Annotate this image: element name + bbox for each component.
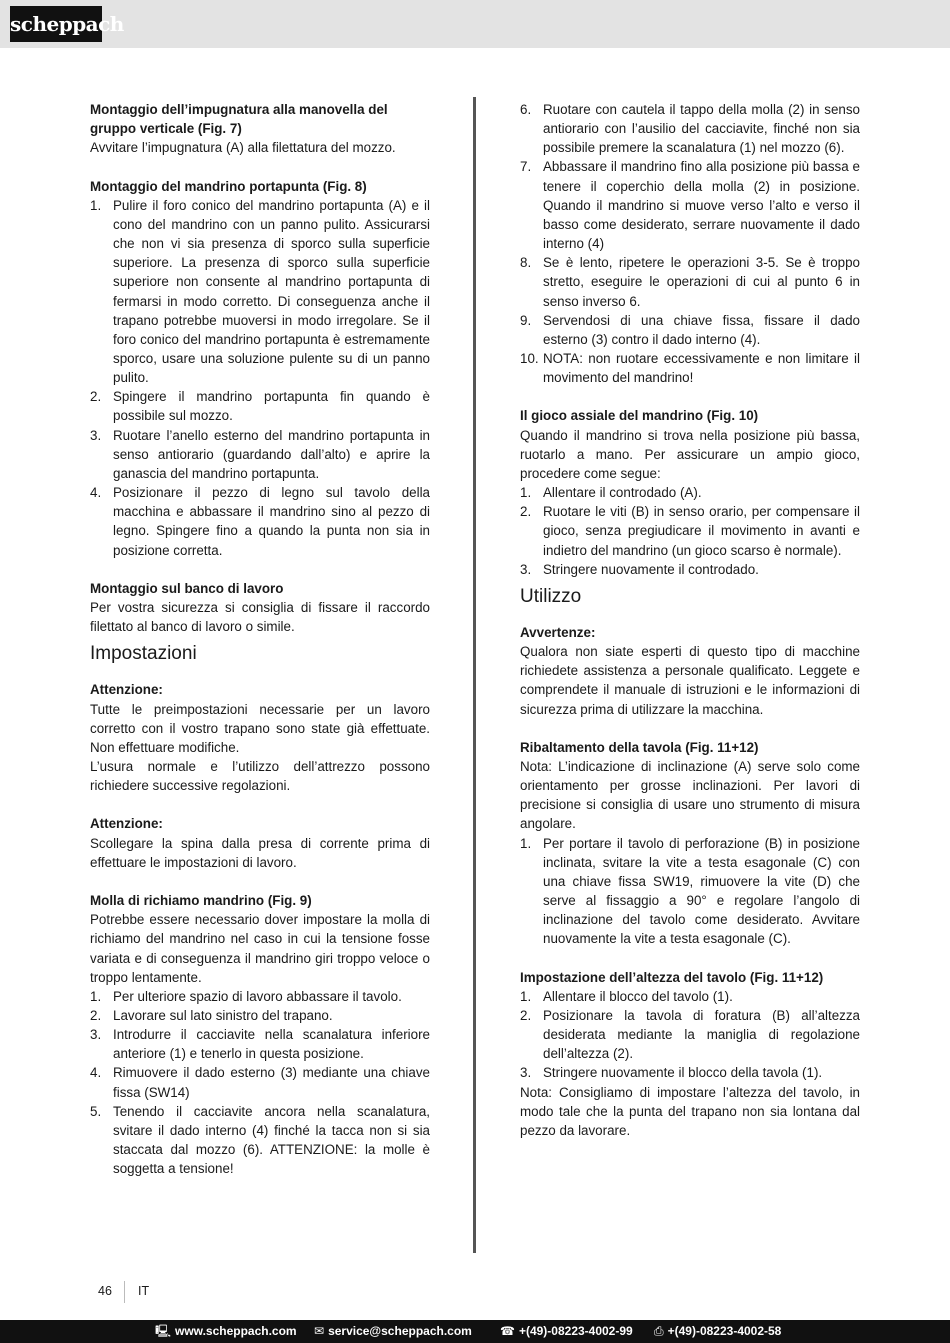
- list-text: Servendosi di una chiave fissa, fissare il dado esterno (3) contro il dado interno (4).: [543, 312, 860, 347]
- list-text: Abbassare il mandrino fino alla posizione più bassa e tenere il coperchio della molla (2) in posizione. Quando il mandrino si muove verso l’alto e verso il basso come desiderato, serrare nuovamente il dado interno (4): [543, 159, 860, 252]
- list-item: [520, 560, 860, 579]
- list-number: 1.: [90, 988, 102, 1004]
- list-text: Per ulteriore spazio di lavoro abbassare il tavolo.: [113, 988, 402, 1004]
- list-item: [90, 196, 430, 388]
- footer-email-text: service@scheppach.com: [328, 1324, 472, 1338]
- paragraph: Per vostra sicurezza si consiglia di fissare il raccordo filettato al banco di lavoro o simile.: [90, 600, 430, 635]
- list-number: 1.: [520, 835, 532, 851]
- footer-bar: [0, 1320, 950, 1343]
- heading-attention: Attenzione:: [90, 682, 163, 698]
- list-text: Posizionare la tavola di foratura (B) all’altezza desiderata mediante la maniglia di regolazione dell’altezza (2).: [543, 1007, 860, 1062]
- page-number-divider: [124, 1281, 125, 1303]
- list-text: Ruotare le viti (B) in senso orario, per compensare il gioco, senza pregiudicare il movimento in avanti e indietro del mandrino (un gioco scarso è normale).: [543, 504, 860, 558]
- heading-axial-play: Il gioco assiale del mandrino (Fig. 10): [520, 408, 759, 424]
- list-number: 8.: [520, 255, 532, 271]
- list-number: 9.: [520, 312, 532, 328]
- heading-return-spring: Molla di richiamo mandrino (Fig. 9): [90, 893, 312, 909]
- heading-chuck-assembly: Montaggio del mandrino portapunta (Fig. 8): [90, 178, 367, 194]
- list-number: 2.: [520, 1007, 532, 1023]
- footer-fax[interactable]: [654, 1320, 781, 1343]
- list-number: 10.: [520, 351, 539, 367]
- list-number: 2.: [90, 1007, 102, 1023]
- page-number: 46: [98, 1284, 112, 1298]
- paragraph: Avvitare l’impugnatura (A) alla filettatura del mozzo.: [90, 140, 396, 156]
- list-text: Se è lento, ripetere le operazioni 3-5. Se è troppo stretto, eseguire le operazioni di cui al punto 6 in senso inverso 6.: [543, 255, 860, 309]
- list-text: Ruotare l’anello esterno del mandrino portapunta in senso antiorario (guardando dall’alto) e aprire la ganascia del mandrino portapunta.: [113, 427, 430, 481]
- paragraph: Quando il mandrino si trova nella posizione più bassa, ruotarlo a mano. Per assicurare un ampio gioco, procedere come segue:: [520, 427, 860, 481]
- language-code: IT: [138, 1284, 150, 1298]
- heading-table-tilt: Ribaltamento della tavola (Fig. 11+12): [520, 739, 759, 755]
- list-item: [520, 253, 860, 310]
- footer-phone-text: +(49)-08223-4002-99: [518, 1324, 633, 1338]
- list-text: Allentare il blocco del tavolo (1).: [543, 988, 733, 1004]
- mail-icon: ✉: [314, 1324, 325, 1338]
- paragraph: Tutte le preimpostazioni necessarie per un lavoro corretto con il vostro trapano sono state già effettuate. Non effettuare modifiche.: [90, 701, 430, 755]
- footer-web-text: www.scheppach.com: [175, 1324, 297, 1338]
- list-number: 2.: [520, 504, 532, 520]
- footer-email[interactable]: [314, 1320, 472, 1343]
- list-item: [520, 311, 860, 349]
- paragraph: Qualora non siate esperti di questo tipo di macchine richiedete assistenza a personale qualificato. Leggete e comprendete il manuale di istruzioni e le informazioni di sicurezza prima di utilizzare la macchina.: [520, 644, 860, 717]
- list-text: Lavorare sul lato sinistro del trapano.: [113, 1007, 333, 1023]
- list-item: [520, 349, 860, 387]
- list-number: 1.: [520, 485, 532, 501]
- list-item: [90, 1102, 430, 1179]
- heading-grip-assembly: Montaggio dell’impugnatura alla manovella del gruppo verticale (Fig. 7): [90, 102, 388, 137]
- footer-fax-text: +(49)-08223-4002-58: [667, 1324, 782, 1338]
- list-number: 6.: [520, 102, 532, 117]
- numbered-list: [90, 987, 430, 1179]
- heading-workbench-mounting: Montaggio sul banco di lavoro: [90, 580, 284, 596]
- numbered-list: [90, 196, 430, 560]
- numbered-list: [520, 100, 860, 387]
- footer-web[interactable]: [155, 1320, 297, 1343]
- list-item: [90, 1006, 430, 1025]
- list-number: 7.: [520, 159, 532, 175]
- list-number: 3.: [90, 1027, 102, 1043]
- column-divider: [473, 97, 476, 1253]
- fax-icon: ⎙: [654, 1324, 664, 1338]
- list-number: 1.: [90, 197, 102, 213]
- paragraph: Scollegare la spina dalla presa di corrente prima di effettuare le impostazioni di lavoro.: [90, 835, 430, 870]
- phone-icon: ☎: [500, 1324, 515, 1338]
- paragraph: Potrebbe essere necessario dover impostare la molla di richiamo del mandrino nel caso in cui la tensione fosse variata e di conseguenza il mandrino giri troppo veloce o troppo lentamente.: [90, 912, 430, 985]
- list-item: [520, 100, 860, 157]
- list-item: [90, 1063, 430, 1101]
- list-number: 3.: [90, 427, 102, 443]
- list-text: Stringere nuovamente il blocco della tavola (1).: [543, 1065, 823, 1081]
- list-item: [90, 426, 430, 483]
- computer-icon: 🖳: [155, 1324, 172, 1338]
- list-number: 5.: [90, 1103, 102, 1119]
- list-number: 4.: [90, 485, 102, 501]
- paragraph: L’usura normale e l’utilizzo dell’attrezzo possono richiedere successive regolazioni.: [90, 758, 430, 794]
- list-item: [90, 483, 430, 560]
- list-item: [520, 1006, 860, 1063]
- section-title-settings: Impostazioni: [90, 643, 197, 665]
- list-number: 2.: [90, 389, 102, 405]
- paragraph: Nota: Consigliamo di impostare l’altezza del tavolo, in modo tale che la punta del trapano non sia lontana dal pezzo da lavorare.: [520, 1084, 860, 1138]
- list-text: Pulire il foro conico del mandrino portapunta (A) e il cono del mandrino con un panno pulito. Assicurarsi che non vi sia presenza di sporco sulla superficie superiore. La presenza di sporco sulla superficie superiore non consente al mandrino portapunta di fermarsi in modo corretto. Di conseguenza anche il trapano potrebbe muoversi in modo irregolare. Se il foro conico del mandrino portapunta è estremamente sporco, usare una soluzione pulente su di un panno pulito.: [113, 197, 430, 386]
- list-item: [90, 987, 430, 1006]
- footer-phone[interactable]: [500, 1320, 633, 1343]
- list-number: 3.: [520, 561, 532, 577]
- list-text: Per portare il tavolo di perforazione (B) in posizione inclinata, svitare la vite a testa esagonale (C) con una chiave fissa SW19, rimuovere la vite (D) che serve al fissaggio a 90° e regolare l’angolo di inclinazione del tavolo come desiderato. Avvitare nuovamente la vite a testa esagonale (C).: [543, 835, 860, 947]
- list-item: [520, 483, 860, 502]
- list-text: Introdurre il cacciavite nella scanalatura inferiore anteriore (1) e tenerlo in questa posizione.: [113, 1027, 430, 1062]
- paragraph: Nota: L’indicazione di inclinazione (A) serve solo come orientamento per grosse inclinazioni. Per lavori di precisione si consiglia di usare uno strumento di misura angolare.: [520, 758, 860, 832]
- top-bar: [0, 0, 950, 48]
- list-item: [520, 157, 860, 253]
- list-text: Allentare il controdado (A).: [543, 485, 702, 501]
- list-item: [90, 387, 430, 425]
- list-item: [520, 987, 860, 1006]
- numbered-list: [520, 834, 860, 949]
- list-text: Tenendo il cacciavite ancora nella scanalatura, svitare il dado interno (4) finché la tacca non si sia staccata dal mozzo (6). ATTENZIONE: la molle è soggetta a tensione!: [113, 1103, 430, 1177]
- list-text: NOTA: non ruotare eccessivamente e non limitare il movimento del mandrino!: [543, 351, 860, 386]
- section-title-usage: Utilizzo: [520, 585, 582, 607]
- list-item: [90, 1025, 430, 1063]
- heading-warnings: Avvertenze:: [520, 624, 596, 640]
- list-text: Spingere il mandrino portapunta fin quando è possibile sul mozzo.: [113, 389, 430, 424]
- list-text: Rimuovere il dado esterno (3) mediante una chiave fissa (SW14): [113, 1065, 430, 1100]
- right-column: [520, 100, 860, 1140]
- list-text: Posizionare il pezzo di legno sul tavolo della macchina e abbassare il mandrino sino al pezzo di legno. Spingere fino a quando la punta non sia in posizione corretta.: [113, 485, 430, 558]
- numbered-list: [520, 987, 860, 1083]
- list-item: [520, 834, 860, 949]
- heading-attention: Attenzione:: [90, 816, 163, 832]
- list-number: 1.: [520, 988, 532, 1004]
- left-column: [90, 100, 430, 1178]
- list-number: 4.: [90, 1065, 102, 1081]
- list-item: [520, 502, 860, 559]
- heading-table-height: Impostazione dell’altezza del tavolo (Fig. 11+12): [520, 969, 824, 985]
- list-text: Ruotare con cautela il tappo della molla (2) in senso antiorario con l’ausilio del cacciavite, finché non sia possibile premere la scanalatura (1) nel mozzo (6).: [543, 102, 860, 156]
- list-number: 3.: [520, 1065, 532, 1081]
- brand-logo: scheppach: [10, 6, 102, 42]
- numbered-list: [520, 483, 860, 579]
- list-item: [520, 1063, 860, 1082]
- list-text: Stringere nuovamente il controdado.: [543, 561, 759, 577]
